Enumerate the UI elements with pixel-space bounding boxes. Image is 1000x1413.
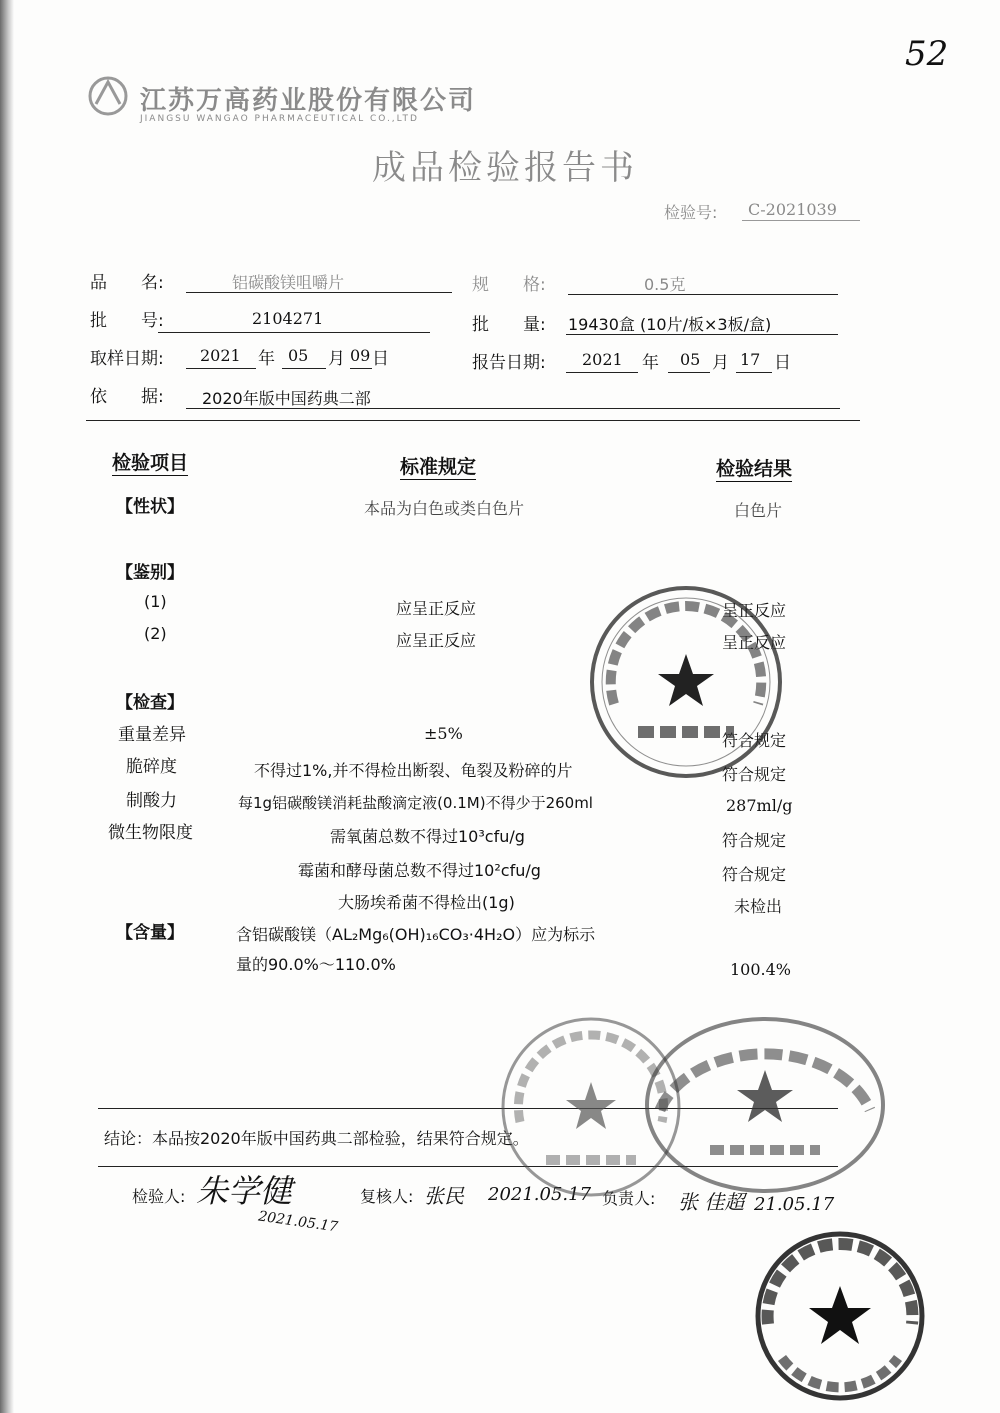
- sample-year: 2021: [200, 346, 241, 365]
- responsible-date: 21.05.17: [754, 1194, 835, 1215]
- sample-month-char: 月: [328, 349, 345, 369]
- quantity-label: 批 量:: [472, 315, 546, 335]
- inspector-label: 检验人:: [132, 1187, 186, 1206]
- sample-day-char: 日: [372, 349, 389, 369]
- col-header-result: 检验结果: [716, 458, 793, 480]
- responsible-label: 负责人:: [602, 1189, 656, 1208]
- report-no-value: C-2021039: [748, 200, 837, 219]
- report-year-field: [566, 350, 638, 373]
- conclusion-text: 结论：本品按2020年版中国药典二部检验，结果符合规定。: [104, 1129, 529, 1148]
- section-assay: 【含量】: [116, 923, 184, 943]
- spec-value: 0.5克: [644, 275, 686, 294]
- report-month-char: 月: [712, 353, 729, 373]
- responsible-signature: 张 佳超: [678, 1190, 745, 1214]
- report-month-field: [668, 350, 710, 373]
- micro-aerobic-result: 符合规定: [722, 831, 787, 850]
- micro-ecoli-result: 未检出: [734, 897, 783, 916]
- friability-item: 脆碎度: [126, 757, 177, 777]
- assay-result: 100.4%: [730, 960, 792, 979]
- acid-item: 制酸力: [126, 791, 177, 811]
- inspector-date: 2021.05.17: [257, 1208, 339, 1236]
- id2-result: 呈正反应: [722, 633, 787, 652]
- quantity-field: [566, 310, 838, 335]
- assay-standard-line2: 量的90.0%～110.0%: [236, 955, 396, 974]
- inspector-signature: 朱学健: [196, 1172, 293, 1210]
- id2-standard: 应呈正反应: [396, 631, 477, 650]
- section-identification: 【鉴别】: [116, 563, 184, 583]
- sample-month: 05: [288, 346, 309, 365]
- friability-result: 符合规定: [722, 765, 787, 784]
- sample-year-char: 年: [258, 349, 275, 369]
- basis-value: 2020年版中国药典二部: [202, 389, 371, 408]
- weight-result: 符合规定: [722, 731, 787, 750]
- acid-result: 287ml/g: [726, 796, 793, 815]
- report-year-char: 年: [642, 353, 659, 373]
- friability-standard: 不得过1%,并不得检出断裂、龟裂及粉碎的片: [254, 761, 573, 780]
- reviewer-date: 2021.05.17: [488, 1184, 592, 1205]
- id2-item: (2): [144, 624, 167, 643]
- micro-item: 微生物限度: [108, 823, 193, 843]
- header-divider: [86, 420, 860, 421]
- sample-year-field: [186, 346, 256, 369]
- section-tests: 【检查】: [116, 693, 184, 713]
- product-field: [186, 268, 452, 293]
- scan-edge-shadow: [0, 0, 14, 1413]
- reviewer-label: 复核人:: [360, 1187, 414, 1206]
- sample-day: 09: [350, 346, 371, 365]
- company-name: 江苏万高药业股份有限公司: [140, 86, 477, 116]
- basis-label: 依 据:: [90, 387, 164, 407]
- sample-month-field: [282, 346, 326, 369]
- product-label: 品 名:: [90, 273, 164, 293]
- company-logo-icon: [86, 74, 130, 118]
- report-year: 2021: [582, 350, 623, 369]
- sample-date-label: 取样日期:: [90, 349, 164, 369]
- report-title: 成品检验报告书: [372, 148, 638, 188]
- page-number: 52: [905, 34, 949, 74]
- id1-result: 呈正反应: [722, 601, 787, 620]
- quantity-value: 19430盒 (10片/板×3板/盒): [568, 315, 772, 334]
- weight-standard: ±5%: [424, 724, 463, 743]
- micro-mold-standard: 霉菌和酵母菌总数不得过10²cfu/g: [298, 861, 541, 880]
- col-header-item: 检验项目: [112, 452, 189, 474]
- report-no-field: [742, 200, 860, 221]
- micro-ecoli-standard: 大肠埃希菌不得检出(1g): [338, 893, 515, 912]
- report-no-label: 检验号:: [664, 203, 718, 222]
- report-date-label: 报告日期:: [472, 353, 546, 373]
- product-value: 铝碳酸镁咀嚼片: [232, 273, 345, 292]
- acid-standard: 每1g铝碳酸镁消耗盐酸滴定液(0.1M)不得少于260ml: [238, 794, 593, 812]
- appearance-standard: 本品为白色或类白色片: [364, 499, 525, 518]
- id1-standard: 应呈正反应: [396, 599, 477, 618]
- col-header-standard: 标准规定: [400, 456, 477, 478]
- batch-field: [158, 306, 430, 333]
- report-day-char: 日: [774, 353, 791, 373]
- batch-value: 2104271: [252, 309, 324, 328]
- weight-item: 重量差异: [118, 725, 186, 745]
- report-month: 05: [680, 350, 701, 369]
- basis-field: [186, 384, 840, 409]
- report-day-field: [736, 350, 772, 373]
- batch-label: 批 号:: [90, 311, 164, 331]
- assay-standard-line1: 含铝碳酸镁（AL₂Mg₆(OH)₁₆CO₃·4H₂O）应为标示: [236, 925, 596, 944]
- id1-item: (1): [144, 592, 167, 611]
- hospital-pharmacy-seal: [640, 1010, 890, 1200]
- reviewer-signature: 张民: [424, 1184, 464, 1208]
- qa-department-seal: [586, 582, 786, 782]
- micro-mold-result: 符合规定: [722, 865, 787, 884]
- company-name-english: JIANGSU WANGAO PHARMACEUTICAL CO.,LTD: [140, 114, 419, 124]
- bottom-company-seal: [752, 1228, 928, 1404]
- report-day: 17: [740, 350, 761, 369]
- spec-field: [568, 270, 838, 295]
- appearance-result: 白色片: [734, 501, 783, 520]
- section-appearance: 【性状】: [116, 497, 184, 517]
- spec-label: 规 格:: [472, 275, 546, 295]
- micro-aerobic-standard: 需氧菌总数不得过10³cfu/g: [330, 827, 525, 846]
- sample-day-field: [350, 346, 372, 369]
